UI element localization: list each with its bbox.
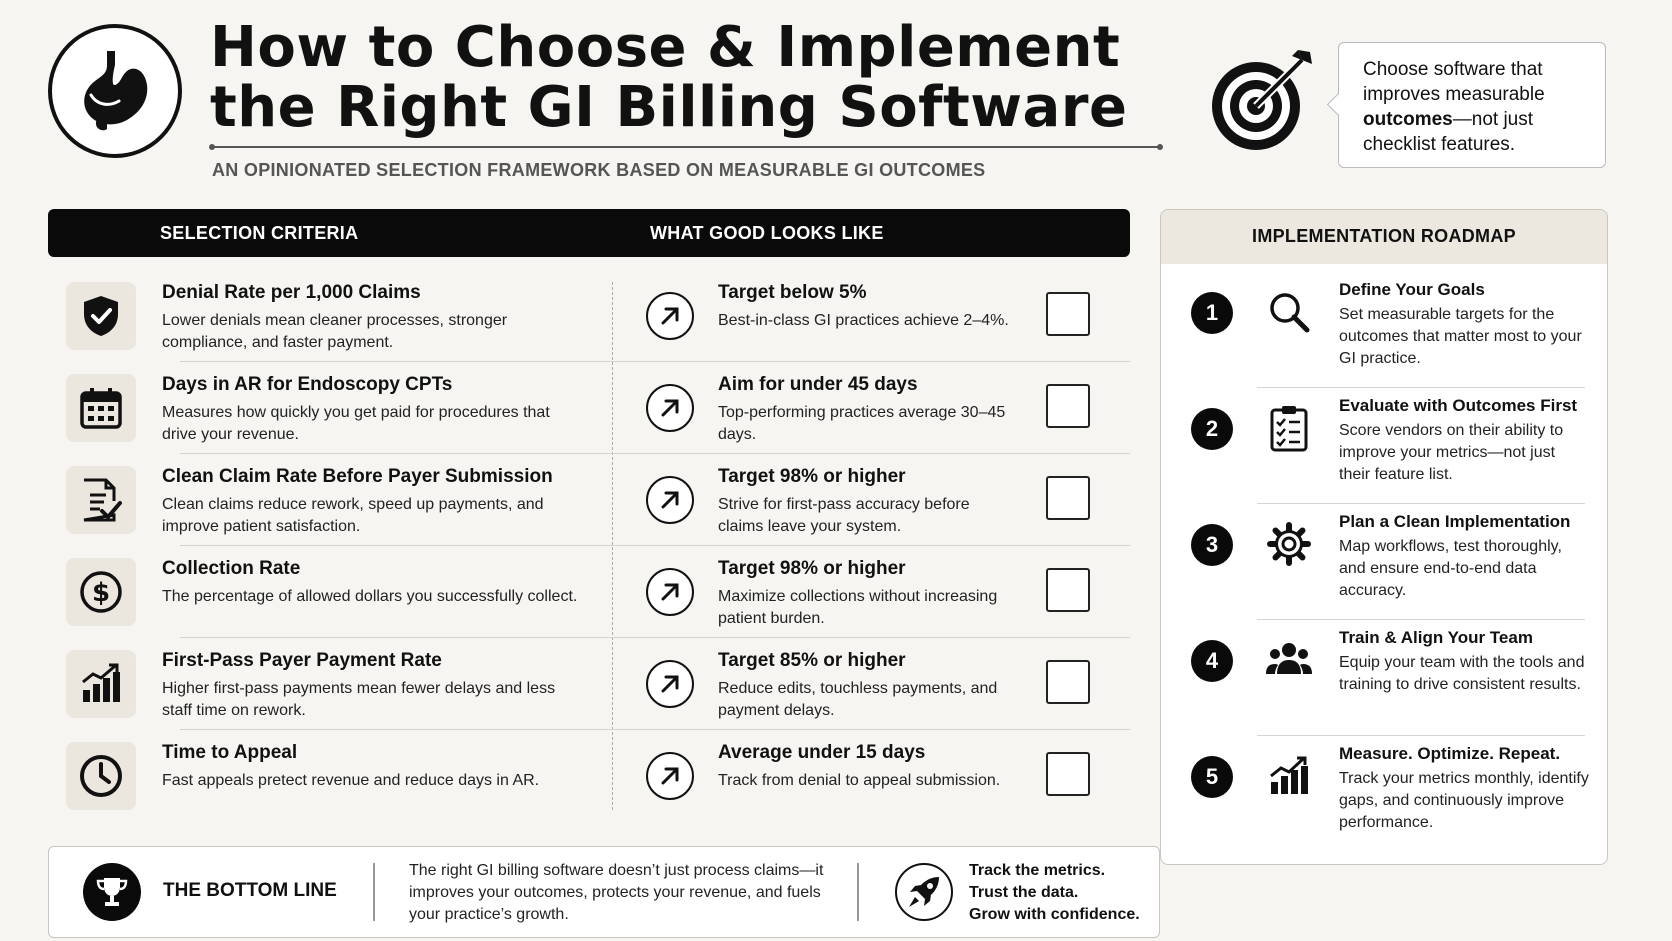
criteria-desc: Clean claims reduce rework, speed up payments, and improve patient satisfaction. — [162, 496, 544, 535]
title-line-1: How to Choose & Implement — [210, 15, 1121, 80]
step-desc: Track your metrics monthly, identify gaps, and continuously improve performance. — [1339, 770, 1589, 831]
roadmap-step — [1161, 388, 1608, 504]
bottom-line-tagline — [969, 860, 1140, 926]
clock-icon — [66, 742, 136, 810]
svg-text:$: $ — [91, 578, 111, 608]
target-arrow-icon — [1206, 44, 1318, 156]
criteria-desc: Lower denials mean cleaner processes, stronger compliance, and faster payment. — [162, 312, 508, 351]
page-subtitle: AN OPINIONATED SELECTION FRAMEWORK BASED ON MEASURABLE GI OUTCOMES — [212, 160, 986, 180]
divider — [373, 863, 375, 921]
criteria-title: Denial Rate per 1,000 Claims — [162, 282, 421, 303]
criteria-desc: Higher first-pass payments mean fewer delays and less staff time on rework. — [162, 680, 556, 719]
arrow-up-right-icon — [646, 292, 694, 340]
arrow-up-right-icon — [646, 476, 694, 524]
criteria-desc: Measures how quickly you get paid for procedures that drive your revenue. — [162, 404, 550, 443]
step-title: Train & Align Your Team — [1339, 628, 1533, 647]
step-title: Plan a Clean Implementation — [1339, 512, 1571, 531]
criteria-checkbox[interactable] — [1046, 384, 1090, 428]
step-title: Define Your Goals — [1339, 280, 1485, 299]
good-title: Target below 5% — [718, 282, 867, 303]
criteria-title: Collection Rate — [162, 558, 301, 579]
step-number: 5 — [1191, 756, 1233, 798]
tagline-2: Trust the data. — [969, 884, 1079, 901]
divider — [857, 863, 859, 921]
good-title: Average under 15 days — [718, 742, 926, 763]
bar-chart-up-icon — [66, 650, 136, 718]
trophy-icon — [83, 863, 141, 921]
title-line-2: the Right GI Billing Software — [210, 75, 1128, 140]
roadmap-step — [1161, 272, 1608, 388]
step-desc: Score vendors on their ability to improve your metrics—not just their feature list. — [1339, 422, 1564, 483]
roadmap-step — [1161, 736, 1608, 852]
bottom-line-title: THE BOTTOM LINE — [163, 880, 337, 901]
step-desc: Set measurable targets for the outcomes that matter most to your GI practice. — [1339, 306, 1582, 367]
arrow-up-right-icon — [646, 752, 694, 800]
callout-text-bold: outcomes — [1363, 109, 1453, 130]
col-header-criteria: SELECTION CRITERIA — [160, 223, 359, 243]
criteria-checkbox[interactable] — [1046, 476, 1090, 520]
arrow-up-right-icon — [646, 660, 694, 708]
tagline-3: Grow with confidence. — [969, 906, 1140, 923]
criteria-title: Days in AR for Endoscopy CPTs — [162, 374, 453, 395]
document-check-icon — [66, 466, 136, 534]
title-divider — [212, 146, 1160, 148]
good-title: Target 85% or higher — [718, 650, 906, 671]
table-row — [48, 362, 1130, 454]
good-title: Aim for under 45 days — [718, 374, 918, 395]
good-desc: Maximize collections without increasing patient burden. — [718, 588, 998, 627]
good-title: Target 98% or higher — [718, 558, 906, 579]
criteria-desc: Fast appeals pretect revenue and reduce days in AR. — [162, 772, 540, 789]
roadmap-step — [1161, 620, 1608, 736]
step-number: 1 — [1191, 292, 1233, 334]
step-title: Measure. Optimize. Repeat. — [1339, 744, 1561, 763]
bottom-line-panel — [48, 846, 1160, 938]
table-row — [48, 730, 1130, 822]
criteria-title: Clean Claim Rate Before Payer Submission — [162, 466, 553, 487]
good-desc: Top-performing practices average 30–45 days. — [718, 404, 1006, 443]
criteria-checkbox[interactable] — [1046, 568, 1090, 612]
callout-text-pre: Choose software that improves measurable — [1363, 59, 1545, 105]
tagline-1: Track the metrics. — [969, 862, 1106, 879]
shield-check-icon — [66, 282, 136, 350]
criteria-desc: The percentage of allowed dollars you successfully collect. — [162, 588, 578, 605]
step-title: Evaluate with Outcomes First — [1339, 396, 1578, 415]
team-icon — [1265, 636, 1313, 684]
criteria-checkbox[interactable] — [1046, 660, 1090, 704]
step-number: 4 — [1191, 640, 1233, 682]
gear-icon — [1265, 520, 1313, 568]
callout-text-post: —not just checklist features. — [1363, 109, 1534, 155]
step-desc: Map workflows, test thoroughly, and ensure end-to-end data accuracy. — [1339, 538, 1562, 599]
criteria-checkbox[interactable] — [1046, 752, 1090, 796]
good-desc: Best-in-class GI practices achieve 2–4%. — [718, 312, 1009, 329]
dollar-circle-icon — [66, 558, 136, 626]
step-number: 2 — [1191, 408, 1233, 450]
table-row — [48, 546, 1130, 638]
good-desc: Strive for first-pass accuracy before claims leave your system. — [718, 496, 970, 535]
step-number: 3 — [1191, 524, 1233, 566]
roadmap-step — [1161, 504, 1608, 620]
criteria-title: Time to Appeal — [162, 742, 298, 763]
good-desc: Track from denial to appeal submission. — [718, 772, 1001, 789]
table-row — [48, 638, 1130, 730]
col-header-good: WHAT GOOD LOOKS LIKE — [650, 223, 884, 243]
table-row — [48, 270, 1130, 362]
stomach-icon — [48, 24, 182, 158]
good-desc: Reduce edits, touchless payments, and payment delays. — [718, 680, 998, 719]
roadmap-title: IMPLEMENTATION ROADMAP — [1161, 210, 1607, 264]
calendar-icon — [66, 374, 136, 442]
page-title — [210, 15, 1170, 140]
table-header — [48, 209, 1130, 257]
criteria-checkbox[interactable] — [1046, 292, 1090, 336]
bottom-line-text: The right GI billing software doesn’t just process claims—it improves your outcomes, protects your revenue, and fuels your practice’s growth. — [409, 862, 824, 923]
header-callout — [1338, 42, 1606, 168]
table-row — [48, 454, 1130, 546]
rocket-icon — [895, 863, 953, 921]
magnifier-icon — [1265, 288, 1313, 336]
implementation-roadmap — [1160, 209, 1608, 865]
arrow-up-right-icon — [646, 568, 694, 616]
arrow-up-right-icon — [646, 384, 694, 432]
step-desc: Equip your team with the tools and training to drive consistent results. — [1339, 654, 1585, 693]
criteria-title: First-Pass Payer Payment Rate — [162, 650, 442, 671]
clipboard-checklist-icon — [1265, 404, 1313, 452]
growth-chart-icon — [1265, 752, 1313, 800]
good-title: Target 98% or higher — [718, 466, 906, 487]
